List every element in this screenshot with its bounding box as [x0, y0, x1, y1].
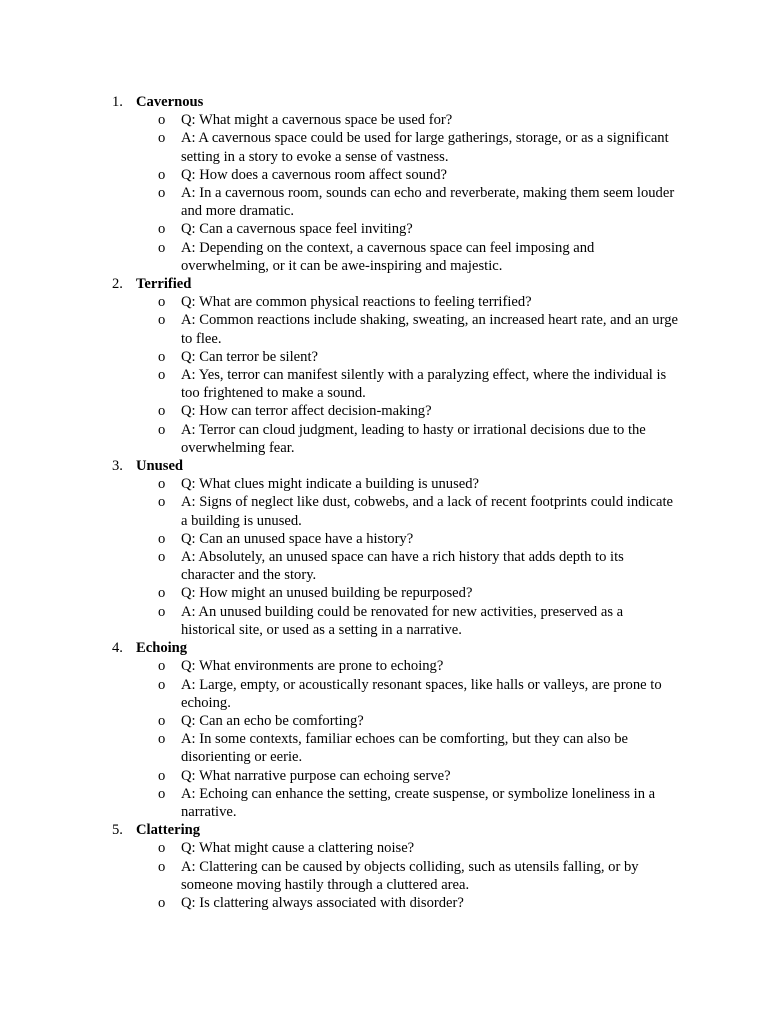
- bullet-icon: o: [158, 348, 166, 365]
- qa-item: [0, 293, 768, 311]
- term-list: [0, 93, 768, 912]
- bullet-icon: o: [158, 894, 166, 911]
- bullet-icon: o: [158, 530, 166, 547]
- bullet-icon: o: [158, 367, 166, 384]
- qa-item: [0, 166, 768, 184]
- term-entry: [0, 639, 768, 657]
- qa-text: Q: Can terror be silent?: [181, 348, 318, 365]
- term-title: Unused: [136, 458, 184, 475]
- qa-text: Q: What are common physical reactions to feeling terrified?: [181, 294, 532, 311]
- qa-text: Q: Can an unused space have a history?: [181, 530, 414, 547]
- qa-item: [0, 475, 768, 493]
- bullet-icon: o: [158, 403, 166, 420]
- qa-item: [0, 548, 768, 584]
- bullet-icon: o: [158, 421, 166, 438]
- qa-text: Q: What might a cavernous space be used for?: [181, 112, 453, 129]
- bullet-icon: o: [158, 767, 166, 784]
- bullet-icon: o: [158, 494, 166, 511]
- qa-text: A: In a cavernous room, sounds can echo and reverberate, making them seem louder and more dramatic.: [181, 185, 675, 220]
- qa-list: [0, 293, 768, 457]
- qa-text: A: An unused building could be renovated for new activities, preserved as a historical site, or used as a setting in a narrative.: [181, 603, 624, 638]
- qa-item: [0, 111, 768, 129]
- qa-text: Q: How can terror affect decision-making?: [181, 403, 432, 420]
- qa-text: Q: How does a cavernous room affect sound?: [181, 166, 447, 183]
- qa-list: [0, 657, 768, 821]
- term-title: Cavernous: [136, 94, 204, 110]
- bullet-icon: o: [158, 585, 166, 602]
- qa-item: [0, 676, 768, 712]
- term-number: 1.: [112, 94, 123, 110]
- qa-text: A: Signs of neglect like dust, cobwebs, and a lack of recent footprints could indicate a building is unused.: [181, 494, 673, 529]
- qa-text: Q: Can a cavernous space feel inviting?: [181, 221, 413, 238]
- term-title: Clattering: [136, 822, 201, 839]
- qa-item: [0, 129, 768, 165]
- qa-item: [0, 657, 768, 675]
- term-entry: [0, 275, 768, 293]
- document-page: [0, 93, 768, 912]
- qa-text: Q: What narrative purpose can echoing serve?: [181, 767, 451, 784]
- term-number: 3.: [112, 458, 123, 475]
- qa-list: [0, 111, 768, 275]
- qa-text: A: Common reactions include shaking, sweating, an increased heart rate, and an urge to flee.: [181, 312, 678, 347]
- qa-text: A: Yes, terror can manifest silently with a paralyzing effect, where the individual is too frightened to make a sound.: [181, 367, 667, 402]
- qa-item: [0, 402, 768, 420]
- qa-text: A: Depending on the context, a cavernous space can feel imposing and overwhelming, or it can be awe-inspiring and majestic.: [181, 239, 595, 274]
- bullet-icon: o: [158, 130, 166, 147]
- qa-text: Q: Is clattering always associated with disorder?: [181, 894, 464, 911]
- qa-item: [0, 894, 768, 912]
- bullet-icon: o: [158, 112, 166, 129]
- bullet-icon: o: [158, 476, 166, 493]
- term-entry: [0, 821, 768, 839]
- qa-item: [0, 530, 768, 548]
- bullet-icon: o: [158, 712, 166, 729]
- qa-text: Q: Can an echo be comforting?: [181, 712, 364, 729]
- qa-item: [0, 311, 768, 347]
- qa-text: A: Terror can cloud judgment, leading to hasty or irrational decisions due to the overwhelming fear.: [181, 421, 646, 456]
- qa-item: [0, 730, 768, 766]
- qa-text: A: In some contexts, familiar echoes can be comforting, but they can also be disorienting or eerie.: [181, 731, 628, 766]
- qa-text: A: Absolutely, an unused space can have a rich history that adds depth to its character and the story.: [181, 549, 624, 584]
- term-entry: [0, 457, 768, 475]
- bullet-icon: o: [158, 294, 166, 311]
- qa-text: Q: What environments are prone to echoing?: [181, 658, 444, 675]
- bullet-icon: o: [158, 549, 166, 566]
- term-number: 2.: [112, 276, 123, 293]
- bullet-icon: o: [158, 603, 166, 620]
- qa-text: A: A cavernous space could be used for large gatherings, storage, or as a significant setting in a story to evoke a sense of vastness.: [181, 130, 669, 165]
- qa-item: [0, 220, 768, 238]
- bullet-icon: o: [158, 185, 166, 202]
- qa-item: [0, 421, 768, 457]
- term-title: Terrified: [136, 276, 192, 293]
- qa-item: [0, 712, 768, 730]
- qa-item: [0, 184, 768, 220]
- qa-item: [0, 366, 768, 402]
- qa-list: [0, 839, 768, 912]
- qa-item: [0, 493, 768, 529]
- term-number: 5.: [112, 822, 123, 839]
- qa-list: [0, 475, 768, 639]
- term-number: 4.: [112, 640, 123, 657]
- qa-item: [0, 584, 768, 602]
- qa-item: [0, 785, 768, 821]
- bullet-icon: o: [158, 658, 166, 675]
- bullet-icon: o: [158, 858, 166, 875]
- bullet-icon: o: [158, 785, 166, 802]
- qa-item: [0, 603, 768, 639]
- bullet-icon: o: [158, 221, 166, 238]
- qa-item: [0, 767, 768, 785]
- bullet-icon: o: [158, 840, 166, 857]
- qa-text: Q: What might cause a clattering noise?: [181, 840, 415, 857]
- bullet-icon: o: [158, 731, 166, 748]
- qa-text: Q: What clues might indicate a building is unused?: [181, 476, 480, 493]
- qa-item: [0, 239, 768, 275]
- qa-text: A: Echoing can enhance the setting, create suspense, or symbolize loneliness in a narrative.: [181, 785, 656, 820]
- bullet-icon: o: [158, 239, 166, 256]
- qa-item: [0, 348, 768, 366]
- qa-text: A: Large, empty, or acoustically resonant spaces, like halls or valleys, are prone to echoing.: [181, 676, 662, 711]
- bullet-icon: o: [158, 166, 166, 183]
- qa-item: [0, 839, 768, 857]
- bullet-icon: o: [158, 312, 166, 329]
- term-entry: [0, 93, 768, 111]
- term-title: Echoing: [136, 640, 188, 657]
- qa-text: Q: How might an unused building be repurposed?: [181, 585, 473, 602]
- bullet-icon: o: [158, 676, 166, 693]
- qa-text: A: Clattering can be caused by objects colliding, such as utensils falling, or by someone moving hastily through a cluttered area.: [181, 858, 639, 893]
- qa-item: [0, 858, 768, 894]
